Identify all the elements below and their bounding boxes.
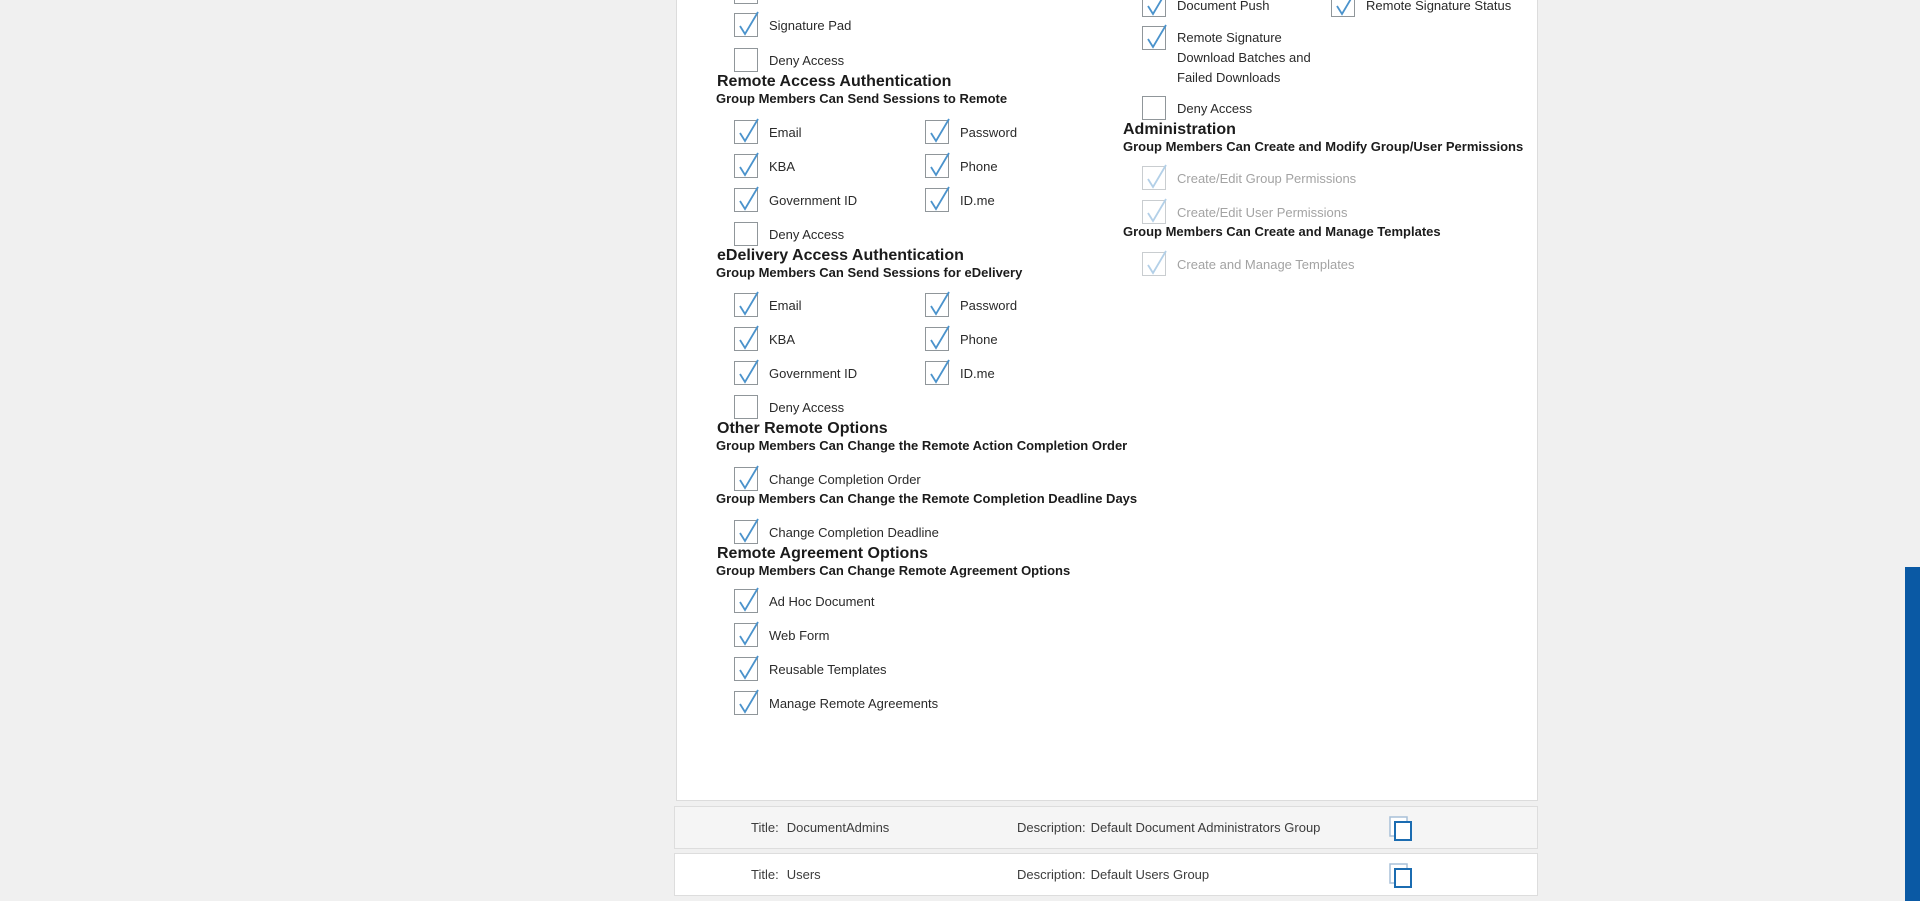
checkbox-label: Password: [960, 124, 1018, 140]
password-checkbox[interactable]: [925, 120, 949, 144]
government-id-checkbox[interactable]: [734, 361, 758, 385]
group-description: [1017, 867, 1209, 882]
checkbox-label: Create/Edit Group Permissions: [1177, 170, 1357, 186]
checkbox-label: Document Push: [1177, 0, 1270, 13]
title-value: DocumentAdmins: [786, 820, 890, 835]
checkbox-label: Deny Access: [769, 226, 845, 242]
checkbox-label: Remote Signature Download Batches and Failed Downloads: [1177, 30, 1311, 85]
email-checkbox[interactable]: [734, 293, 758, 317]
description-label: Description:: [1017, 820, 1086, 835]
checkbox-item-phone: [925, 327, 1017, 351]
checkbox-label: Remote Signature Status: [1366, 0, 1512, 13]
checkbox-item-reusable-templates: [734, 657, 1277, 681]
checkbox-item-document-push: [1142, 0, 1331, 17]
reusable-templates-checkbox[interactable]: [734, 657, 758, 681]
kba-checkbox[interactable]: [734, 154, 758, 178]
idme-checkbox[interactable]: [925, 188, 949, 212]
remote-signature-status-checkbox[interactable]: [1331, 0, 1355, 17]
subheading-create-modify-group-user-permissions: Group Members Can Create and Modify Group/User Permissions: [1123, 139, 1524, 154]
subheading-send-sessions-to-remote: Group Members Can Send Sessions to Remote: [716, 91, 1008, 106]
section-heading-remote-agreement-options: Remote Agreement Options: [717, 545, 928, 562]
checkbox-label: Email: [769, 124, 802, 140]
description-value: Default Document Administrators Group: [1090, 820, 1321, 835]
checkbox-item-deny-access: [1142, 96, 1539, 120]
checkbox-label: Web Form: [769, 627, 830, 643]
checkbox-label: Signature Pad: [769, 17, 852, 33]
ad-hoc-document-checkbox[interactable]: [734, 589, 758, 613]
checkbox-item-phone: [925, 154, 1017, 178]
group-permissions-card: [676, 0, 1538, 801]
vertical-scrollbar-thumb[interactable]: [1905, 567, 1920, 901]
group-title: [751, 867, 821, 882]
remote-agreement-checkbox-list: [677, 589, 1277, 715]
checkbox-label: Government ID: [769, 192, 858, 208]
checkbox-label: Manage Remote Agreements: [769, 695, 939, 711]
checkbox-label: Deny Access: [769, 399, 845, 415]
title-label: Title:: [751, 820, 779, 835]
permissions-column-right: [1123, 0, 1539, 276]
checkbox-item-create-edit-user-permissions: [1142, 200, 1539, 224]
section-heading-edelivery-access-authentication: eDelivery Access Authentication: [717, 247, 964, 264]
edelivery-checkbox-grid: [677, 293, 1277, 419]
checkbox-item-change-completion-deadline: [734, 520, 1277, 544]
section-heading-other-remote-options: Other Remote Options: [717, 420, 888, 437]
checkbox-label: Reusable Templates: [769, 661, 887, 677]
description-label: Description:: [1017, 867, 1086, 882]
checkbox-partial-top[interactable]: [734, 0, 758, 4]
checkbox-item-change-completion-order: [734, 467, 1277, 491]
checkbox-label: Deny Access: [1177, 100, 1253, 116]
create-and-manage-templates-checkbox: [1142, 252, 1166, 276]
deny-access-checkbox[interactable]: [734, 48, 758, 72]
copy-icon[interactable]: [1386, 862, 1414, 890]
checkbox-item-idme: [925, 188, 1017, 212]
signature-pad-checkbox[interactable]: [734, 13, 758, 37]
checkbox-item-remote-signature-download: [1142, 26, 1539, 88]
checkbox-item-password: [925, 120, 1017, 144]
remote-signature-download-checkbox[interactable]: [1142, 26, 1166, 50]
manage-remote-agreements-checkbox[interactable]: [734, 691, 758, 715]
web-form-checkbox[interactable]: [734, 623, 758, 647]
checkbox-label: Create and Manage Templates: [1177, 256, 1355, 272]
checkbox-item-government-id: [734, 188, 925, 212]
title-label: Title:: [751, 867, 779, 882]
checkbox-label: Email: [769, 297, 802, 313]
checkbox-item-remote-signature-status: [1331, 0, 1511, 17]
checkbox-label: Password: [960, 297, 1018, 313]
title-value: Users: [786, 867, 821, 882]
checkbox-label: Change Completion Order: [769, 471, 921, 487]
copy-icon[interactable]: [1386, 815, 1414, 843]
group-description: [1017, 820, 1320, 835]
checkbox-item-create-and-manage-templates: [1142, 252, 1539, 276]
create-edit-group-permissions-checkbox: [1142, 166, 1166, 190]
checkbox-item-kba: [734, 327, 925, 351]
checkbox-label: ID.me: [960, 192, 995, 208]
checkbox-item-idme: [925, 361, 1017, 385]
subheading-change-remote-completion-deadline-days: Group Members Can Change the Remote Completion Deadline Days: [716, 491, 1138, 506]
checkbox-label: Change Completion Deadline: [769, 524, 939, 540]
password-checkbox[interactable]: [925, 293, 949, 317]
checkbox-label: Phone: [960, 158, 998, 174]
section-heading-remote-access-authentication: Remote Access Authentication: [717, 73, 952, 90]
phone-checkbox[interactable]: [925, 327, 949, 351]
checkbox-item-email: [734, 120, 925, 144]
checkbox-label: Ad Hoc Document: [769, 593, 875, 609]
checkbox-item-web-form: [734, 623, 1277, 647]
kba-checkbox[interactable]: [734, 327, 758, 351]
checkbox-item-deny-access: [734, 222, 925, 246]
checkbox-label: KBA: [769, 158, 796, 174]
create-edit-user-permissions-checkbox: [1142, 200, 1166, 224]
checkbox-label: Deny Access: [769, 52, 845, 68]
subheading-change-remote-action-completion-order: Group Members Can Change the Remote Action Completion Order: [716, 438, 1128, 453]
checkbox-item-create-edit-group-permissions: [1142, 166, 1539, 190]
subheading-create-manage-templates: Group Members Can Create and Manage Templates: [1123, 224, 1441, 239]
deny-access-checkbox[interactable]: [734, 395, 758, 419]
description-value: Default Users Group: [1090, 867, 1210, 882]
phone-checkbox[interactable]: [925, 154, 949, 178]
document-push-checkbox[interactable]: [1142, 0, 1166, 17]
government-id-checkbox[interactable]: [734, 188, 758, 212]
checkbox-label: Government ID: [769, 365, 858, 381]
subheading-send-sessions-for-edelivery: Group Members Can Send Sessions for eDelivery: [716, 265, 1023, 280]
section-heading-administration: Administration: [1123, 121, 1236, 138]
checkbox-label: Create/Edit User Permissions: [1177, 204, 1348, 220]
checkbox-label: KBA: [769, 331, 796, 347]
checkbox-item-deny-access: [734, 395, 925, 419]
checkbox-item-kba: [734, 154, 925, 178]
group-row-documentadmins[interactable]: [674, 806, 1538, 849]
subheading-change-remote-agreement-options: Group Members Can Change Remote Agreement Options: [716, 563, 1071, 578]
checkbox-item-government-id: [734, 361, 925, 385]
checkbox-label: Phone: [960, 331, 998, 347]
checkbox-item-ad-hoc-document: [734, 589, 1277, 613]
checkbox-item-email: [734, 293, 925, 317]
group-row-users[interactable]: [674, 853, 1538, 896]
change-completion-order-checkbox[interactable]: [734, 467, 758, 491]
change-completion-deadline-checkbox[interactable]: [734, 520, 758, 544]
group-title: [751, 820, 889, 835]
deny-access-checkbox[interactable]: [734, 222, 758, 246]
checkbox-item-manage-remote-agreements: [734, 691, 1277, 715]
deny-access-checkbox[interactable]: [1142, 96, 1166, 120]
idme-checkbox[interactable]: [925, 361, 949, 385]
checkbox-item-password: [925, 293, 1017, 317]
checkbox-label: ID.me: [960, 365, 995, 381]
document-push-row: [1123, 0, 1539, 17]
email-checkbox[interactable]: [734, 120, 758, 144]
